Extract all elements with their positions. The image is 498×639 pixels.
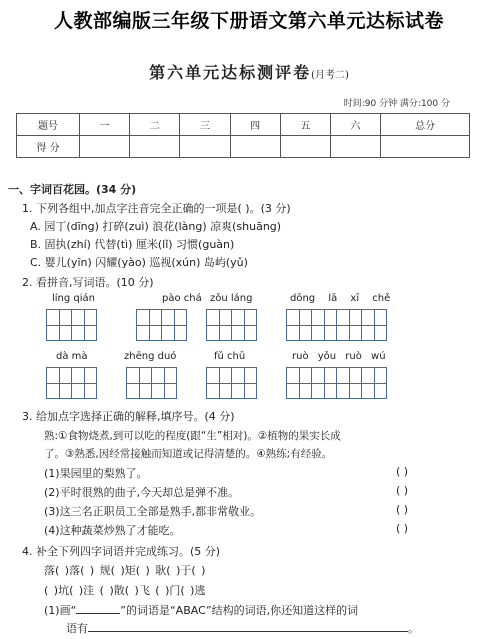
- writing-grid[interactable]: [126, 367, 176, 399]
- score-table: [16, 113, 470, 158]
- grid-cell[interactable]: [71, 309, 97, 341]
- sub1-text: (1)画“: [44, 604, 77, 617]
- grid-cell[interactable]: [286, 367, 312, 399]
- writing-grid[interactable]: [286, 367, 386, 399]
- exam-title-text: 第六单元达标测评卷: [149, 63, 312, 82]
- sub1-text: ”的词语是“ABAC”结构的词语,你还知道这样的词: [120, 604, 359, 617]
- answer-blank[interactable]: [76, 613, 120, 614]
- grid-cell[interactable]: [206, 367, 232, 399]
- score-input-cell: [180, 136, 230, 158]
- score-cell: 一: [80, 114, 130, 136]
- score-input-cell: [330, 136, 380, 158]
- score-cell: 总分: [381, 114, 470, 136]
- score-cell: 六: [330, 114, 380, 136]
- grid-cell[interactable]: [46, 367, 72, 399]
- grid-cell[interactable]: [286, 309, 312, 341]
- score-input-cell: [130, 136, 180, 158]
- score-cell: 四: [230, 114, 280, 136]
- grid-cell[interactable]: [151, 367, 177, 399]
- section-heading: 一、字词百花园。(34 分): [8, 183, 137, 196]
- score-input-cell: [381, 136, 470, 158]
- exam-title: [0, 60, 498, 83]
- grid-cell[interactable]: [336, 309, 362, 341]
- sub1-text: 语有: [66, 622, 88, 635]
- score-cell: 二: [130, 114, 180, 136]
- answer-paren[interactable]: ( ): [396, 484, 409, 497]
- idiom-row: 落( )落( ) 规( )矩( ) 耿( )于( ): [44, 564, 206, 577]
- question-4-sub1: [44, 602, 358, 618]
- answer-paren[interactable]: ( ): [396, 522, 409, 535]
- pinyin-label: líng qián: [52, 293, 96, 304]
- question-3-item: (3)这三名正职员工全部是熟手,都非常敬业。: [44, 505, 262, 518]
- grid-cell[interactable]: [161, 309, 187, 341]
- score-cell: 得 分: [17, 136, 80, 158]
- score-input-cell: [230, 136, 280, 158]
- grid-cell[interactable]: [231, 309, 257, 341]
- pinyin-label: fǔ chū: [214, 351, 246, 362]
- grid-cell[interactable]: [46, 309, 72, 341]
- score-input-cell: [80, 136, 130, 158]
- question-1-stem: 1. 下列各组中,加点字注音完全正确的一项是( )。(3 分): [22, 202, 291, 215]
- question-3-item: (4)这种蔬菜炒熟了才能吃。: [44, 524, 181, 537]
- pinyin-label: dà mà: [56, 351, 88, 362]
- grid-cell[interactable]: [126, 367, 152, 399]
- answer-paren[interactable]: ( ): [396, 503, 409, 516]
- score-cell: 五: [280, 114, 330, 136]
- sub1-end: 。: [408, 622, 419, 635]
- pinyin-label: zhēng duó: [124, 351, 177, 362]
- grid-cell[interactable]: [361, 367, 387, 399]
- question-1-option-b: B. 固执(zhí) 代替(tì) 厘米(lǐ) 习惯(guàn): [30, 238, 235, 251]
- idiom-row: ( )坑( )洼 ( )散( )飞 ( )门( )逃: [44, 584, 206, 597]
- question-4-sub1-cont: [66, 620, 419, 636]
- writing-grid[interactable]: [286, 309, 386, 341]
- question-3-stem: 3. 给加点字选择正确的解释,填序号。(4 分): [22, 410, 235, 423]
- writing-grid[interactable]: [46, 309, 96, 341]
- score-cell: 三: [180, 114, 230, 136]
- grid-cell[interactable]: [206, 309, 232, 341]
- definition-text: 熟:①食物烧煮,到可以吃的程度(跟“生”相对)。②植物的果实长成: [44, 430, 341, 442]
- grid-cell[interactable]: [336, 367, 362, 399]
- score-table-score-row: [17, 136, 470, 158]
- question-4-stem: 4. 补全下列四字词语并完成练习。(5 分): [22, 545, 221, 558]
- pinyin-label: ruò yǒu ruò wú: [292, 351, 386, 362]
- score-table-header-row: [17, 114, 470, 136]
- pinyin-label: dōng lā xī chě: [290, 293, 391, 304]
- question-3-item: (1)果园里的梨熟了。: [44, 467, 148, 480]
- writing-grid[interactable]: [206, 367, 256, 399]
- pinyin-label: zǒu láng: [210, 293, 253, 304]
- question-3-item: (2)平时很熟的曲子,今天却总是弹不准。: [44, 486, 240, 499]
- grid-cell[interactable]: [136, 309, 162, 341]
- grid-cell[interactable]: [311, 309, 337, 341]
- exam-meta: 时间:90 分钟 满分:100 分: [343, 99, 450, 109]
- exam-subtitle: (月考二): [311, 70, 349, 81]
- writing-grid[interactable]: [206, 309, 256, 341]
- grid-cell[interactable]: [71, 367, 97, 399]
- answer-paren[interactable]: ( ): [396, 465, 409, 478]
- answer-blank[interactable]: [88, 631, 408, 632]
- writing-grid[interactable]: [46, 367, 96, 399]
- score-input-cell: [280, 136, 330, 158]
- question-1-option-c: C. 婴儿(yīn) 闪耀(yào) 巡视(xún) 岛屿(yǔ): [30, 256, 248, 269]
- document-title: 人教部编版三年级下册语文第六单元达标试卷: [53, 10, 444, 32]
- definition-text: 了。③熟悉,因经常接触而知道或记得清楚的。④熟练;有经验。: [44, 448, 333, 460]
- score-cell: 题号: [17, 114, 80, 136]
- pinyin-label: pào chá: [162, 293, 202, 304]
- question-2-stem: 2. 看拼音,写词语。(10 分): [22, 276, 154, 289]
- writing-grid[interactable]: [136, 309, 186, 341]
- grid-cell[interactable]: [231, 367, 257, 399]
- grid-cell[interactable]: [311, 367, 337, 399]
- question-1-option-a: A. 园丁(dīng) 打碎(zuì) 浪花(làng) 凉爽(shuāng): [30, 220, 282, 233]
- grid-cell[interactable]: [361, 309, 387, 341]
